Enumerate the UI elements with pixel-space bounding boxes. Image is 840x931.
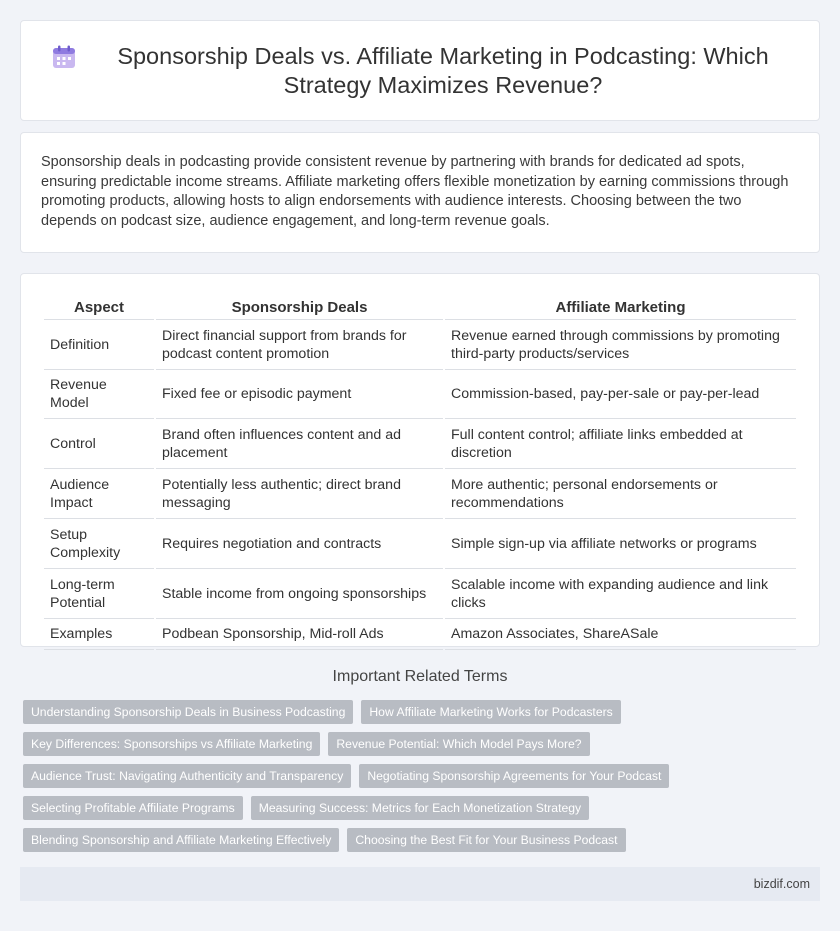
- related-term-link[interactable]: Blending Sponsorship and Affiliate Marketing Effectively: [23, 828, 339, 852]
- table-row: [44, 569, 796, 619]
- comparison-table-card: [20, 273, 820, 647]
- header-affiliate: Affiliate Marketing: [445, 294, 796, 320]
- related-term-link[interactable]: Selecting Profitable Affiliate Programs: [23, 796, 243, 820]
- row-sponsorship: Fixed fee or episodic payment: [156, 370, 443, 419]
- row-affiliate: Simple sign-up via affiliate networks or programs: [445, 519, 796, 569]
- related-terms-title: Important Related Terms: [332, 668, 508, 685]
- row-affiliate: Revenue earned through commissions by promoting third-party products/services: [445, 320, 796, 370]
- row-aspect: Setup Complexity: [44, 519, 154, 569]
- calendar-icon: [51, 44, 77, 70]
- header-aspect: Aspect: [44, 294, 154, 320]
- table-row: [44, 519, 796, 569]
- row-affiliate: More authentic; personal endorsements or recommendations: [445, 469, 796, 519]
- table-row: [44, 370, 796, 419]
- row-sponsorship: Stable income from ongoing sponsorships: [156, 569, 443, 619]
- row-aspect: Control: [44, 419, 154, 469]
- row-aspect: Audience Impact: [44, 469, 154, 519]
- table-row: [44, 419, 796, 469]
- footer-site-link[interactable]: bizdif.com: [753, 877, 810, 891]
- related-term-link[interactable]: Negotiating Sponsorship Agreements for Your Podcast: [359, 764, 669, 788]
- row-sponsorship: Podbean Sponsorship, Mid-roll Ads: [156, 619, 443, 650]
- intro-paragraph: Sponsorship deals in podcasting provide consistent revenue by partnering with brands for dedicated ad spots, ensuring predictable income streams. Affiliate marketing offers flexible monetization by earning commissions through promoting products, allowing hosts to align endorsements with audience interests. Choosing between the two depends on podcast size, audience engagement, and long-term revenue goals.: [41, 154, 789, 229]
- row-aspect: Revenue Model: [44, 370, 154, 419]
- row-sponsorship: Direct financial support from brands for podcast content promotion: [156, 320, 443, 370]
- header-sponsorship: Sponsorship Deals: [156, 294, 443, 320]
- row-affiliate: Amazon Associates, ShareASale: [445, 619, 796, 650]
- intro-card: [20, 132, 820, 253]
- row-affiliate: Commission-based, pay-per-sale or pay-per-lead: [445, 370, 796, 419]
- row-affiliate: Full content control; affiliate links embedded at discretion: [445, 419, 796, 469]
- related-term-link[interactable]: Choosing the Best Fit for Your Business Podcast: [347, 828, 625, 852]
- related-term-link[interactable]: Understanding Sponsorship Deals in Business Podcasting: [23, 700, 353, 724]
- comparison-table: [42, 294, 798, 650]
- table-header-row: [44, 294, 796, 320]
- table-row: [44, 619, 796, 650]
- related-term-link[interactable]: Revenue Potential: Which Model Pays More?: [328, 732, 589, 756]
- related-terms-list: [23, 700, 823, 860]
- row-sponsorship: Potentially less authentic; direct brand messaging: [156, 469, 443, 519]
- header-card: [20, 20, 820, 121]
- footer: [20, 867, 820, 901]
- related-term-link[interactable]: How Affiliate Marketing Works for Podcasters: [361, 700, 620, 724]
- related-term-link[interactable]: Measuring Success: Metrics for Each Monetization Strategy: [251, 796, 589, 820]
- row-sponsorship: Requires negotiation and contracts: [156, 519, 443, 569]
- related-term-link[interactable]: Audience Trust: Navigating Authenticity and Transparency: [23, 764, 351, 788]
- page-title: Sponsorship Deals vs. Affiliate Marketing in Podcasting: Which Strategy Maximizes Revenue?: [117, 42, 769, 98]
- table-row: [44, 320, 796, 370]
- row-aspect: Definition: [44, 320, 154, 370]
- row-aspect: Examples: [44, 619, 154, 650]
- related-term-link[interactable]: Key Differences: Sponsorships vs Affiliate Marketing: [23, 732, 320, 756]
- row-affiliate: Scalable income with expanding audience and link clicks: [445, 569, 796, 619]
- row-sponsorship: Brand often influences content and ad placement: [156, 419, 443, 469]
- table-row: [44, 469, 796, 519]
- row-aspect: Long-term Potential: [44, 569, 154, 619]
